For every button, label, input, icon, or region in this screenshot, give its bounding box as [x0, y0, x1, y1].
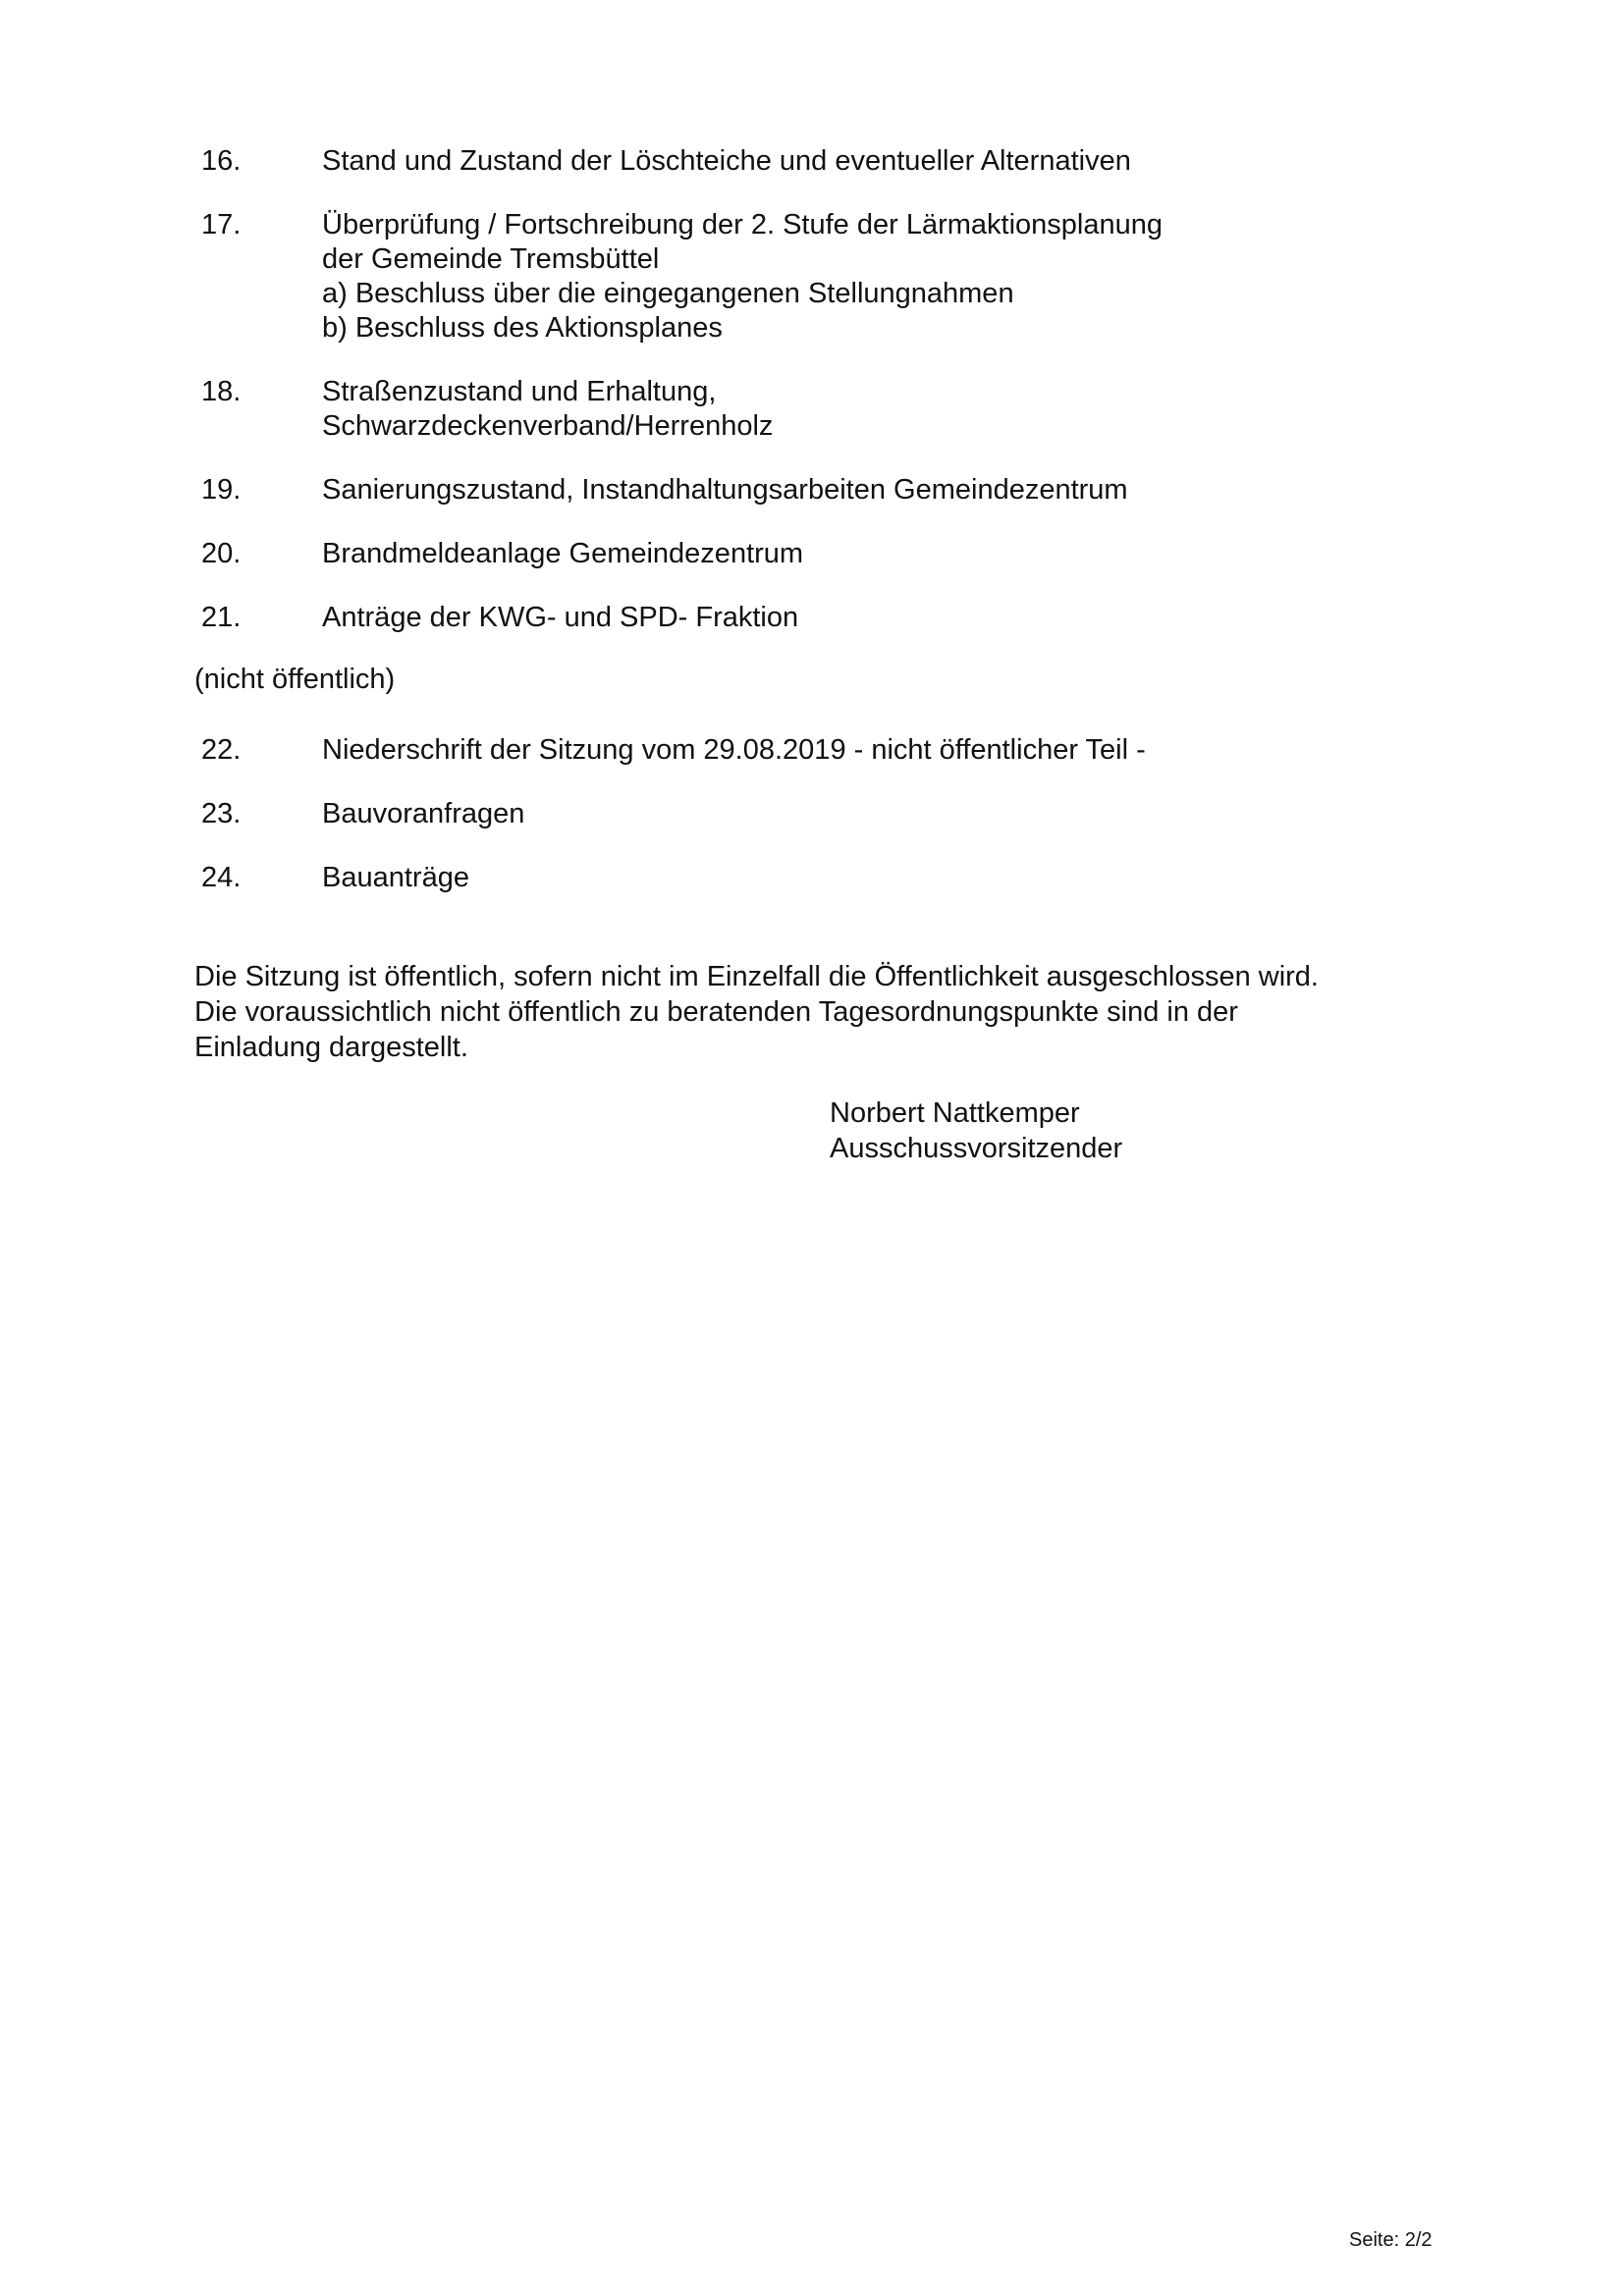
item-text [322, 601, 1451, 635]
item-line: Bauvoranfragen [322, 798, 525, 829]
item-line: Anträge der KWG- und SPD- Fraktion [322, 602, 799, 633]
item-line: Brandmeldeanlage Gemeindezentrum [322, 538, 804, 569]
item-text [322, 375, 1451, 444]
item-number: 24. [201, 862, 242, 893]
item-text [322, 208, 1451, 346]
item-number: 23. [201, 798, 242, 829]
item-line: Sanierungszustand, Instandhaltungsarbeiten Gemeindezentrum [322, 474, 1128, 506]
item-number: 17. [201, 209, 242, 240]
item-text [322, 797, 1451, 831]
signature-name: Norbert Nattkemper [830, 1097, 1080, 1129]
signature-role: Ausschussvorsitzender [830, 1133, 1123, 1164]
item-number: 18. [201, 376, 242, 407]
notice-line: Die Sitzung ist öffentlich, sofern nicht im Einzelfall die Öffentlichkeit ausgeschlossen wird. [194, 961, 1319, 992]
item-number: 19. [201, 474, 242, 506]
item-line: Schwarzdeckenverband/Herrenholz [322, 410, 774, 442]
item-text [322, 144, 1451, 179]
item-line: der Gemeinde Tremsbüttel [322, 243, 660, 275]
item-line: Stand und Zustand der Löschteiche und eventueller Alternativen [322, 145, 1131, 177]
item-text [322, 861, 1451, 895]
section-label-nonpublic: (nicht öffentlich) [194, 664, 396, 695]
page-number: Seite: 2/2 [1349, 2229, 1433, 2251]
item-number: 16. [201, 145, 242, 177]
item-line: Überprüfung / Fortschreibung der 2. Stufe der Lärmaktionsplanung [322, 209, 1163, 240]
item-line: Bauanträge [322, 862, 469, 893]
item-text [322, 733, 1451, 768]
notice-line: Die voraussichtlich nicht öffentlich zu beratenden Tagesordnungspunkte sind in der [194, 996, 1238, 1028]
item-line: a) Beschluss über die eingegangenen Stellungnahmen [322, 278, 1014, 309]
meeting-notice [194, 959, 1471, 1065]
item-line: Straßenzustand und Erhaltung, [322, 376, 717, 407]
item-line: b) Beschluss des Aktionsplanes [322, 312, 723, 344]
item-line: Niederschrift der Sitzung vom 29.08.2019 - nicht öffentlicher Teil - [322, 734, 1146, 766]
item-number: 21. [201, 602, 242, 633]
item-text [322, 537, 1451, 571]
item-text [322, 473, 1451, 507]
signature-block [830, 1095, 1122, 1166]
item-number: 22. [201, 734, 242, 766]
notice-line: Einladung dargestellt. [194, 1032, 468, 1063]
item-number: 20. [201, 538, 242, 569]
